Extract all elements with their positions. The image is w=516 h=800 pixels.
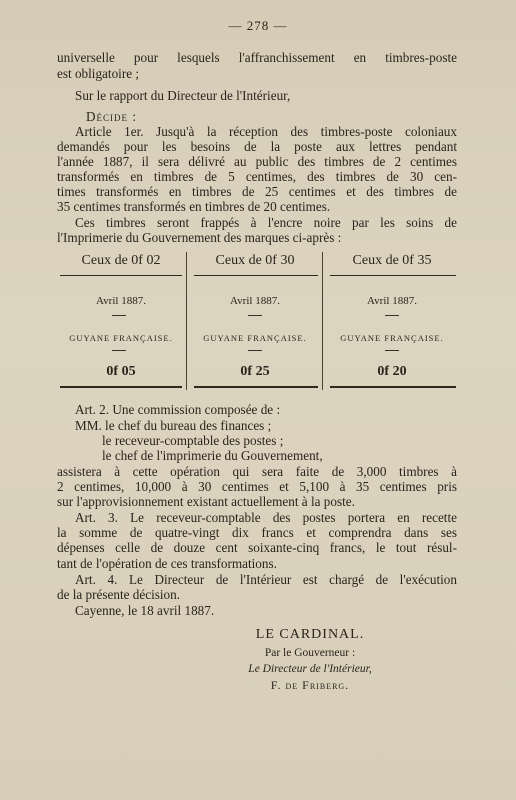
- dash: [112, 350, 126, 351]
- text-line: transformés en timbres de 5 centimes, des timbres de 30 cen-: [57, 169, 457, 184]
- text-line: dépenses celle de douze cent soixante-cinq francs, le tout résul-: [57, 540, 457, 555]
- text-line: universelle pour lesquels l'affranchissement en timbres-poste: [57, 50, 457, 65]
- dash: [385, 350, 399, 351]
- stamp-value: 0f 25: [240, 364, 270, 379]
- stamp-date: Avril 1887.: [96, 295, 146, 307]
- text-line: Art. 3. Le receveur-comptable des postes portera en recette: [75, 510, 457, 525]
- stamp-date: Avril 1887.: [367, 295, 417, 307]
- text-line: de la présente décision.: [57, 587, 181, 602]
- rule: [330, 386, 456, 388]
- rule: [194, 275, 318, 276]
- text-line: 2 centimes, 10,000 à 30 centimes et 5,100 à 35 centimes pris: [57, 479, 457, 494]
- stamp-value: 0f 20: [377, 364, 407, 379]
- stamp-country: GUYANE FRANÇAISE.: [340, 333, 444, 343]
- text-line: l'année 1887, il sera délivré au public des timbres de 2 centimes: [57, 154, 457, 169]
- dash: [112, 315, 126, 316]
- dash: [385, 315, 399, 316]
- stamp-date: Avril 1887.: [230, 295, 280, 307]
- text-line: times transformés en timbres de 25 centimes et des timbres de: [57, 184, 457, 199]
- text-line: Article 1er. Jusqu'à la réception des timbres-poste coloniaux: [75, 124, 457, 139]
- stamp-country: GUYANE FRANÇAISE.: [69, 333, 173, 343]
- signature-role: Le Directeur de l'Intérieur,: [248, 663, 372, 675]
- text-line: Ces timbres seront frappés à l'encre noire par les soins de: [75, 215, 457, 230]
- text-line: demandés pour les besoins de la poste aux lettres pendant: [57, 139, 457, 154]
- signature-name: LE CARDINAL.: [255, 627, 365, 642]
- rule: [330, 275, 456, 276]
- signature-signer: F. de Friberg.: [270, 678, 350, 692]
- text-line: Art. 4. Le Directeur de l'Intérieur est chargé de l'exécution: [75, 572, 457, 587]
- text-line: assistera à cette opération qui sera faite de 3,000 timbres à: [57, 464, 457, 479]
- stamp-head: Ceux de 0f 30: [215, 253, 295, 268]
- text-line: la somme de quatre-vingt dix francs et comprendra dans ses: [57, 525, 457, 540]
- rule: [194, 386, 318, 388]
- dash: [248, 315, 262, 316]
- text-line: l'Imprimerie du Gouvernement des marques ci-après :: [57, 230, 342, 245]
- rule: [60, 386, 182, 388]
- signature-par: Par le Gouverneur :: [264, 647, 356, 659]
- text-line: le chef de l'imprimerie du Gouvernement,: [102, 448, 323, 463]
- rule: [60, 275, 182, 276]
- text-line: 35 centimes transformés en timbres de 20 centimes.: [57, 199, 331, 214]
- text-line: tant de l'opération de ces transformations.: [57, 556, 277, 571]
- column-divider: [322, 252, 323, 390]
- text-line: MM. le chef du bureau des finances ;: [75, 418, 272, 433]
- text-line: Sur le rapport du Directeur de l'Intérieur,: [75, 88, 291, 103]
- text-line: Art. 2. Une commission composée de :: [75, 402, 281, 417]
- text-line: le receveur-comptable des postes ;: [102, 433, 284, 448]
- text-line: sur l'approvisionnement existant actuellement à la poste.: [57, 494, 355, 509]
- stamp-value: 0f 05: [106, 364, 136, 379]
- column-divider: [186, 252, 187, 390]
- decide-heading: Décide :: [86, 109, 137, 124]
- place-date: Cayenne, le 18 avril 1887.: [75, 603, 215, 618]
- text-line: est obligatoire ;: [57, 66, 140, 81]
- stamp-head: Ceux de 0f 02: [81, 253, 161, 268]
- dash: [248, 350, 262, 351]
- page-number: — 278 —: [228, 18, 288, 33]
- stamp-country: GUYANE FRANÇAISE.: [203, 333, 307, 343]
- stamp-head: Ceux de 0f 35: [352, 253, 432, 268]
